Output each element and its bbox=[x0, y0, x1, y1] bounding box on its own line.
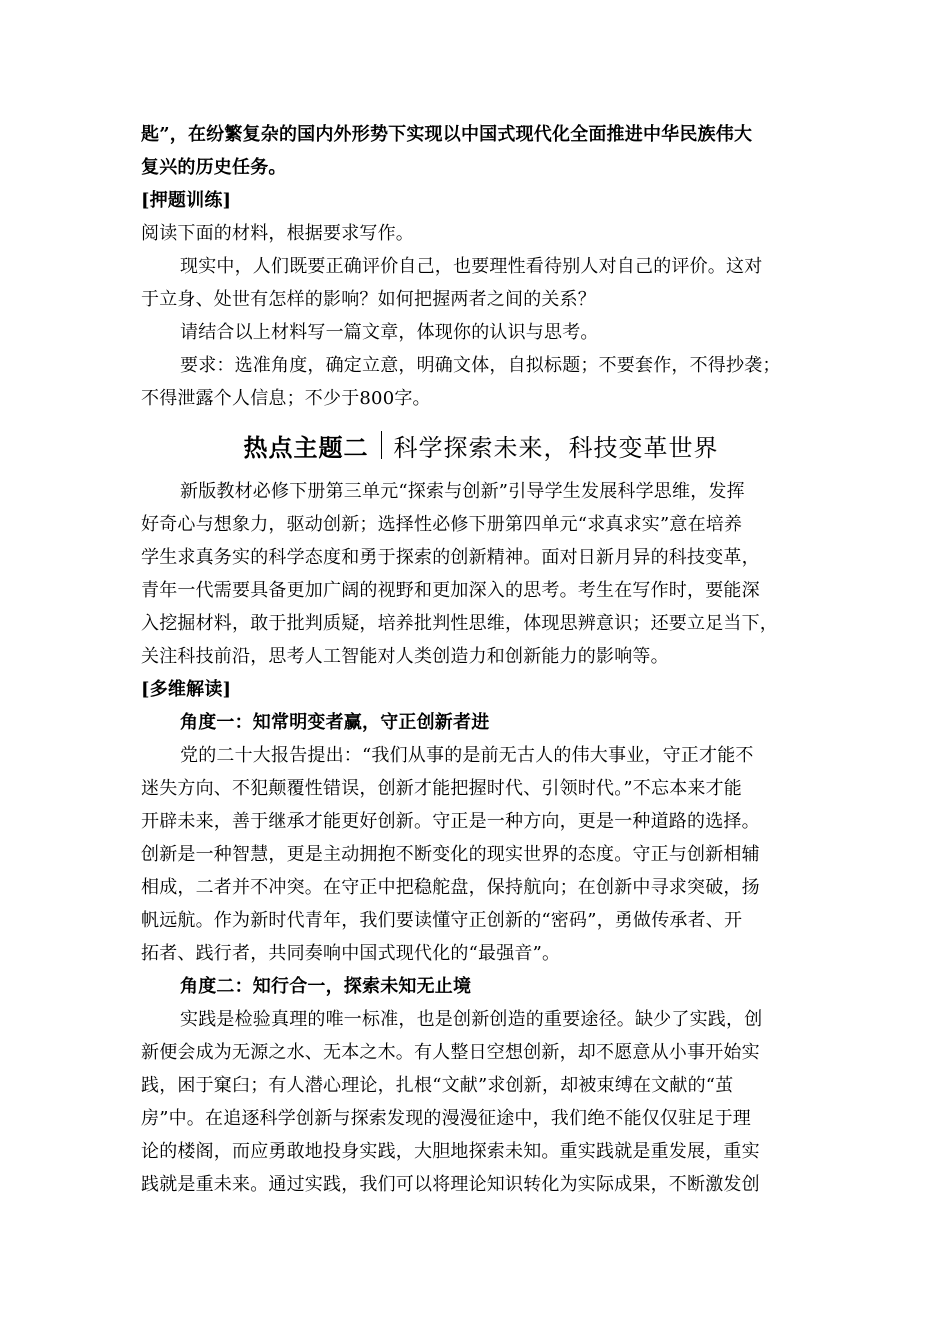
topic-intro-line: 好奇心与想象力，驱动创新；选择性必修下册第四单元“求真求实”意在培养 bbox=[141, 514, 743, 535]
topic-heading bbox=[141, 417, 821, 473]
material-line: 现实中，人们既要正确评价自己，也要理性看待别人对自己的评价。这对 bbox=[180, 256, 763, 277]
angle-line: 实践是检验真理的唯一标准，也是创新创造的重要途径。缺少了实践，创 bbox=[180, 1009, 763, 1030]
angle-line: 拓者、践行者，共同奏响中国式现代化的“最强音”。 bbox=[141, 943, 561, 964]
angle-line: 相成，二者并不冲突。在守正中把稳舵盘，保持航向；在创新中寻求突破，扬 bbox=[141, 877, 760, 898]
topic-heading-right: 科学探索未来，科技变革世界 bbox=[393, 433, 719, 462]
training-instruction: 阅读下面的材料，根据要求写作。 bbox=[141, 223, 414, 244]
angle-line: 开辟未来，善于继承才能更好创新。守正是一种方向，更是一种道路的选择。 bbox=[141, 811, 760, 832]
requirement-line: 不得泄露个人信息；不少于800字。 bbox=[141, 388, 431, 409]
angle-line: 创新是一种智慧，更是主动拥抱不断变化的现实世界的态度。守正与创新相辅 bbox=[141, 844, 760, 865]
angle-line: 迷失方向、不犯颠覆性错误，创新才能把握时代、引领时代。”不忘本来才能 bbox=[141, 778, 742, 799]
topic-intro-line: 关注科技前沿，思考人工智能对人类创造力和创新能力的影响等。 bbox=[141, 646, 669, 667]
topic-intro-line: 新版教材必修下册第三单元“探索与创新”引导学生发展科学思维，发挥 bbox=[180, 481, 745, 502]
angle-line: 论的楼阁，而应勇敢地投身实践，大胆地探索未知。重实践就是重发展，重实 bbox=[141, 1141, 760, 1162]
angle-line: 践，困于窠臼；有人潜心理论，扎根“文献”求创新，却被束缚在文献的“茧 bbox=[141, 1075, 734, 1096]
document-page bbox=[141, 118, 821, 1201]
requirement-line: 要求：选准角度，确定立意，明确文体，自拟标题；不要套作，不得抄袭； bbox=[180, 355, 781, 376]
intro-line: 匙”，在纷繁复杂的国内外形势下实现以中国式现代化全面推进中华民族伟大 bbox=[141, 124, 753, 145]
topic-intro-line: 学生求真务实的科学态度和勇于探索的创新精神。面对日新月异的科技变革， bbox=[141, 547, 760, 568]
training-label: [押题训练] bbox=[141, 190, 232, 211]
topic-heading-left: 热点主题二 bbox=[243, 433, 369, 462]
training-task: 请结合以上材料写一篇文章，体现你的认识与思考。 bbox=[180, 322, 599, 343]
analysis-label: [多维解读] bbox=[141, 679, 232, 700]
angle-line: 践就是重未来。通过实践，我们可以将理论知识转化为实际成果，不断激发创 bbox=[141, 1174, 760, 1195]
angle-line: 帆远航。作为新时代青年，我们要读懂守正创新的“密码”，勇做传承者、开 bbox=[141, 910, 743, 931]
angle-title: 角度一：知常明变者赢，守正创新者进 bbox=[180, 712, 490, 733]
intro-line: 复兴的历史任务。 bbox=[141, 157, 287, 178]
topic-intro-line: 青年一代需要具备更加广阔的视野和更加深入的思考。考生在写作时，要能深 bbox=[141, 580, 760, 601]
topic-intro-line: 入挖掘材料，敢于批判质疑，培养批判性思维，体现思辨意识；还要立足当下， bbox=[141, 613, 778, 634]
angle-line: 房”中。在追逐科学创新与探索发现的漫漫征途中，我们绝不能仅仅驻足于理 bbox=[141, 1108, 751, 1129]
angle-line: 新便会成为无源之水、无本之木。有人整日空想创新，却不愿意从小事开始实 bbox=[141, 1042, 760, 1063]
topic-heading-divider bbox=[381, 431, 382, 459]
angle-line: 党的二十大报告提出：“我们从事的是前无古人的伟大事业，守正才能不 bbox=[180, 745, 754, 766]
angle-title: 角度二：知行合一，探索未知无止境 bbox=[180, 976, 472, 997]
material-line: 于立身、处世有怎样的影响？如何把握两者之间的关系？ bbox=[141, 289, 596, 310]
